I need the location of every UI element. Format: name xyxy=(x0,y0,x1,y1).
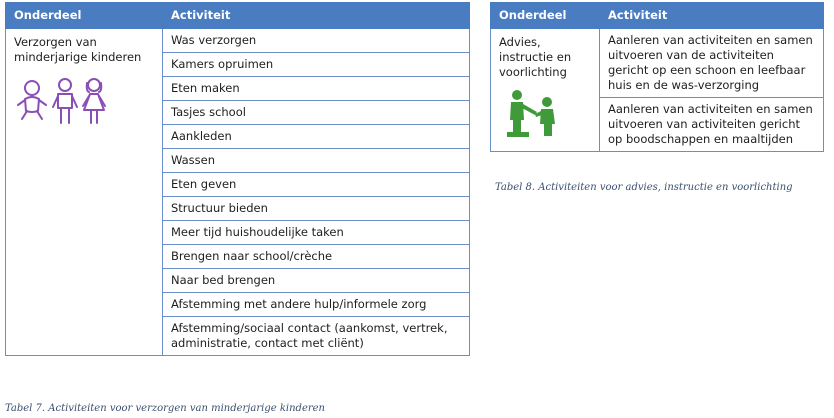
table-7 xyxy=(5,2,470,356)
table-8-header-activiteit: Activiteit xyxy=(600,3,824,29)
table-7-header-row xyxy=(6,3,470,29)
table-7-activiteit-cell: Naar bed brengen xyxy=(163,269,470,293)
table-7-onderdeel-cell xyxy=(6,29,163,356)
table-7-activiteit-cell: Meer tijd huishoudelijke taken xyxy=(163,221,470,245)
instruction-icon xyxy=(499,88,591,144)
table-8-activiteit-cell: Aanleren van activiteiten en samen uitvoeren van activiteiten gericht op boodschappen en maaltijden xyxy=(600,98,824,152)
table-7-onderdeel-text: Verzorgen van minderjarige kinderen xyxy=(14,35,142,64)
table-7-activiteit-cell: Structuur bieden xyxy=(163,197,470,221)
table-7-activiteit-cell: Afstemming met andere hulp/informele zorg xyxy=(163,293,470,317)
table-7-activiteit-cell: Was verzorgen xyxy=(163,29,470,53)
children-icon xyxy=(14,77,154,125)
table-8 xyxy=(490,2,824,152)
table-8-header-onderdeel: Onderdeel xyxy=(491,3,600,29)
table-7-header-activiteit: Activiteit xyxy=(163,3,470,29)
table-7-activiteit-cell: Wassen xyxy=(163,149,470,173)
table-row xyxy=(491,29,824,98)
table-8-onderdeel-text: Advies, instructie en voorlichting xyxy=(499,35,572,79)
table-row xyxy=(6,29,470,53)
table-7-header-onderdeel: Onderdeel xyxy=(6,3,163,29)
table-8-header-row xyxy=(491,3,824,29)
table-7-activiteit-cell: Aankleden xyxy=(163,125,470,149)
table-7-caption: Tabel 7. Activiteiten voor verzorgen van minderjarige kinderen xyxy=(5,403,325,414)
table-7-activiteit-cell: Eten geven xyxy=(163,173,470,197)
table-7-activiteit-cell: Afstemming/sociaal contact (aankomst, vertrek, administratie, contact met cliënt) xyxy=(163,317,470,356)
table-7-activiteit-cell: Kamers opruimen xyxy=(163,53,470,77)
table-7-activiteit-cell: Brengen naar school/crèche xyxy=(163,245,470,269)
table-7-activiteit-cell: Eten maken xyxy=(163,77,470,101)
table-7-activiteit-cell: Tasjes school xyxy=(163,101,470,125)
table-8-activiteit-cell: Aanleren van activiteiten en samen uitvoeren van de activiteiten gericht op een schoon en leefbaar huis en de was-verzorging xyxy=(600,29,824,98)
table-8-onderdeel-cell xyxy=(491,29,600,152)
table-8-caption: Tabel 8. Activiteiten voor advies, instructie en voorlichting xyxy=(495,182,793,193)
